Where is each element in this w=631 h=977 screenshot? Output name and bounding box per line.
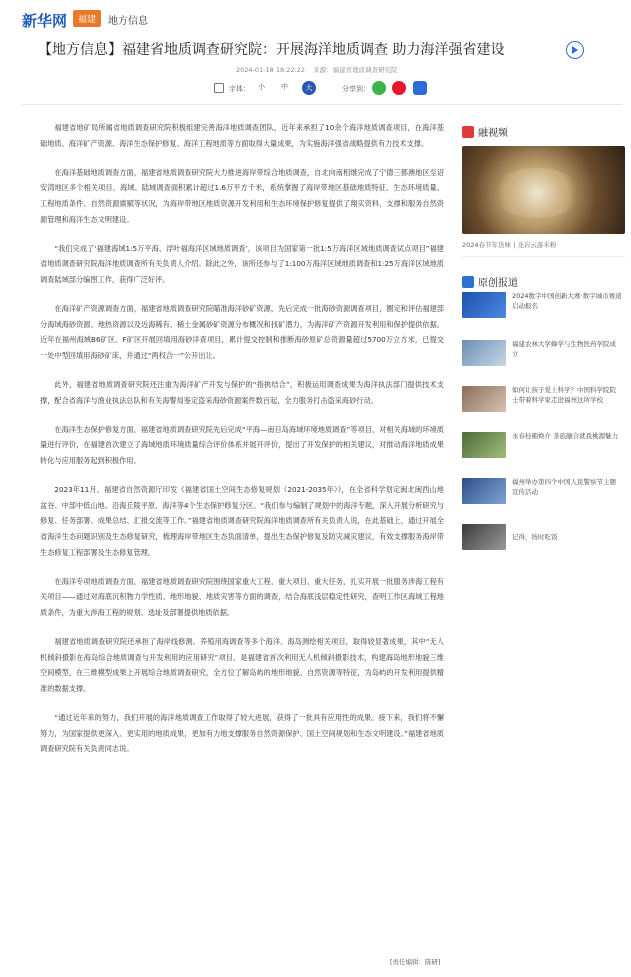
news-list-item[interactable] [462,432,625,460]
news-section-header [462,274,518,289]
news-thumbnail [462,292,506,318]
news-title[interactable]: 永春桂楣焕介 茶旅融合就我桃源魅力 [512,432,619,440]
article-paragraph: 在海洋矿产资源调查方面，福建省地质调查研究院瞄准海洋砂矿资源，先后完成一批海砂资源调查项目，圈定和评估福建部分海域海砂资源、地热资源以及近海稀有、稀土金属砂矿资源分布概况和找矿潜力，为海洋矿产资源开发利用和保护提供依据。近年在福州海域B6矿区、F矿区开展回填用海砂详查项目，累计提交控制和推断海砂原矿总资源量超过5700万立方米，已提交一处中型回填用海砂矿床，并通过“两权合一”公开出让。 [40,304,444,360]
news-list-item[interactable] [462,478,625,506]
news-list-item[interactable] [462,292,625,320]
news-thumbnail [462,340,506,366]
news-title[interactable]: 记得，按时吃饭 [512,533,558,541]
header-divider [22,104,622,105]
article-title: 【地方信息】福建省地质调查研究院：开展海洋地质调查 助力海洋强省建设 [38,42,505,58]
region-badge[interactable]: 福建 [73,10,101,27]
article-paragraph: 福建省地质调查研究院还承担了海岸线修测、养殖用海调查等多个海洋、海岛测绘相关项目，取得较显著成果，其中“无人机倾斜摄影在海岛综合地质调查与开发利用的应用研究”项目，是福建省首次利用无人机倾斜摄影技术，构建海岛地形地貌三维空间模型，在三维模型成果上开展综合地质调查研究，全方位了解岛屿的地形地貌、自然资源等特征，为岛屿的开发利用提供精准的数据支撑。 [40,637,444,693]
news-title[interactable]: 福建农林大学蜂学与生物医药学院成立 [512,340,616,358]
font-size-label: 字体： [229,85,250,93]
news-thumbnail [462,524,506,550]
wechat-share-icon[interactable] [372,81,386,95]
video-section-header [462,124,508,139]
article-paragraph: 在海洋基础地质调查方面，福建省地质调查研究院大力推进海岸带综合地质调查，自北向南相继完成了宁德三都澳地区至诏安湾地区多个相关项目，海域、陆域调查面积累计超过1.6万平方千米，系统掌握了海岸带地区基础地质特征、生态环境质量、工程地质条件、自然资源禀赋等状况，为海岸带地区地质资源开发利用和生态环境保护修复提供了翔实资料，支撑和服务自然资源管理和海洋生态文明建设。 [40,167,444,224]
news-section-title: 原创报道 [478,278,518,289]
news-title[interactable]: 2024数字中国创新大赛·数字城市赛道启动报名 [512,292,622,310]
font-small-button[interactable]: 小 [258,83,265,91]
featured-video-caption[interactable]: 2024春节年货味 | 龙岩云游米粉 [462,241,557,249]
section-link[interactable]: 地方信息 [108,16,148,27]
video-section-title: 融视频 [478,128,508,139]
news-list-item[interactable] [462,340,625,368]
sidebar-divider [462,256,625,257]
article-paragraph: 此外，福建省地质调查研究院还注重为海洋矿产开发与保护的“指挑结合”，积极运用调查成果为海洋执法部门提供技术支撑，配合省海洋与渔业执法总队和有关海警局鉴定盗采海砂资源案件数百起，全力服务打击盗采海砂行动。 [40,380,444,405]
news-list-item[interactable] [462,386,625,414]
article-paragraph: 2023年11月，福建省自然资源厅印发《福建省国土空间生态修复规划（2021-2035年）》，在全省科学划定闽北闽西山地盆谷、中部中低山地、沿海丘陵平原、海洋等4个生态保护修复分区。“我们参与编制了规划中的海洋专题，深入开展分析研究与修复、任务部署、成果总结、汇报交流等工作。”福建省地质调查研究院海洋地质调查所有关负责人说，在此基础上，通过开展全省海洋生态问题识别及生态修复研究，梳理海岸带地区生态负面清单，提出生态保护修复及防灾减灾建议，有效支撑服务海岸带生态修复工程部署及生态修复管理。 [40,485,444,557]
audio-play-icon[interactable] [566,41,584,59]
news-title[interactable]: 福州举办第四个中国人民警察节主题宣传活动 [512,478,616,496]
article-paragraph: 在海洋专项地质调查方面，福建省地质调查研究院围绕国家重大工程、重大项目、重大任务，扎实开展一批服务涉海工程有关项目——通过对海底沉积物力学性质、地形地貌、地质灾害等方面的调查，结合海底浅层稳定性研究，查明工作区海域工程地质条件，为重大涉海工程的规划、选址及部署提供地质依据。 [40,576,444,617]
print-icon[interactable] [214,83,224,93]
article-paragraph: “我们完成了‘福建海域1:5万平海、浮叶福海洋区域地质调查’，该项目为国家第一批1:5万海洋区域地质调查试点项目”福建省地质调查研究院海洋地质调查所有关负责人介绍。除此之外，该所还参与了1:100万海洋区域地质调查和1:25万海洋区域地质调查陆域部分编图工作，获得广泛好评。 [40,243,444,284]
article-paragraph: “通过近年来的努力，我们开展的海洋地质调查工作取得了较大进展，获得了一批具有应用性的成果。接下来，我们将不懈努力，为国家提供更深入、更实用的地质成果，更加有力地支撑服务自然资源保护、国土空间规划和生态文明建设。”福建省地质调查研究院有关负责同志说。 [40,713,444,754]
source-name: 福建省地质调查研究院 [332,66,398,74]
news-thumbnail [462,478,506,504]
qq-share-icon[interactable] [413,81,427,95]
play-icon [462,126,474,138]
font-large-button[interactable]: 大 [302,81,316,95]
share-label: 分享到： [342,85,370,93]
document-icon [462,276,474,288]
news-title[interactable]: 如何让孩子爱上科学？中国科学院院士带着科学家走进福州这所学校 [512,386,616,404]
site-logo[interactable]: 新华网 [22,12,68,30]
article-paragraph: 福建省地矿局所属省地质调查研究院积极组建完善海洋地质调查团队，近年来承担了10余个海洋地质调查项目，在海洋基础地质、海洋矿产资源、海洋生态保护修复、海洋工程地质等方面取得大量成果，为实施海洋强省战略提供有力技术支撑。 [40,123,444,148]
featured-video-thumbnail[interactable] [462,146,625,234]
article-toolbar [0,80,631,100]
editor-credit: [责任编辑：陈研] [390,958,441,966]
publish-date: 2024-01-18 18:22:22 [236,66,306,74]
font-medium-button[interactable]: 中 [281,83,288,91]
weibo-share-icon[interactable] [392,81,406,95]
article-paragraph: 在海洋生态保护修复方面，福建省地质调查研究院先后完成“平海—南日岛海域环境地质调查”等项目，对相关海域的环境质量进行评价，在福建首次建立了海域地质环境质量综合评价体系并展开评价，提出了开发保护的相关建议，对推动海洋地质成果转化与应用服务起到积极作用。 [40,424,444,466]
source-label: 来源： [313,66,333,74]
news-thumbnail [462,432,506,458]
news-thumbnail [462,386,506,412]
article-meta [236,65,404,74]
article-body [40,120,444,771]
site-header [0,0,631,36]
news-list-item[interactable] [462,524,625,552]
